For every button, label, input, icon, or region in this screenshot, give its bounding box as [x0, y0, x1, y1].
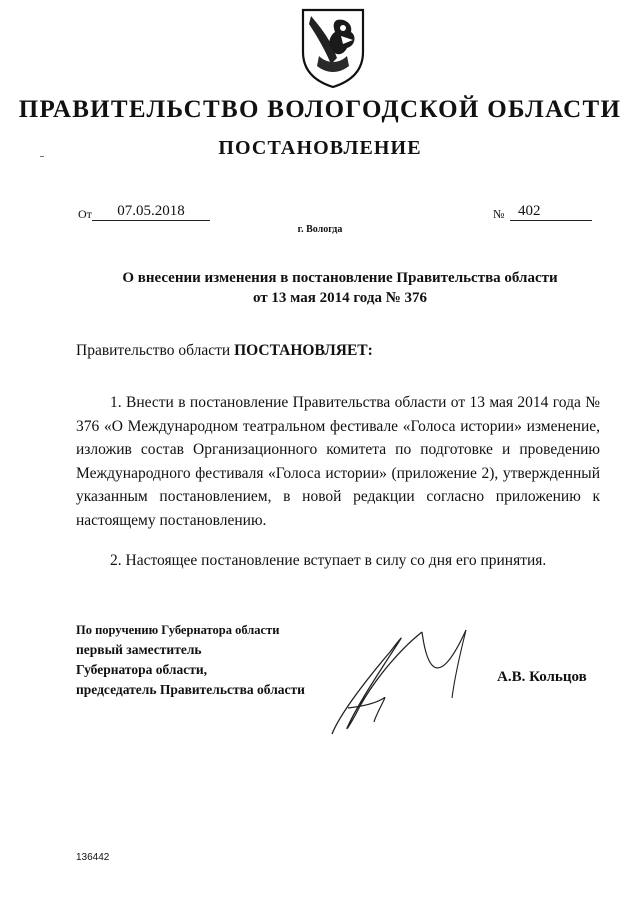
signer-name: А.В. Кольцов [497, 669, 587, 685]
subject-line-1: О внесении изменения в постановление Правительства области [122, 270, 558, 286]
paragraph-1: 1. Внести в постановление Правительства области от 13 мая 2014 года № 376 «О Международном театральном фестивале «Голоса истории» изменение, изложив состав Организационного комитета по подготовке и проведению Международного фестиваля «Голоса истории» (приложение 2), утвержденный указанным постановлением, в новой редакции согласно приложению к настоящему постановлению. [76, 394, 600, 529]
document-number-field [510, 203, 592, 221]
signatory-title-block [76, 620, 305, 700]
signatory-line-1: По поручению Губернатора области [76, 623, 280, 637]
document-date: 07.05.2018 [92, 203, 210, 221]
document-subject [80, 268, 600, 308]
paragraph-2: 2. Настоящее постановление вступает в силу со дня его принятия. [110, 552, 547, 569]
document-number: 402 [518, 203, 541, 219]
vologda-coat-of-arms-icon [297, 6, 369, 90]
city: г. Вологда [297, 224, 343, 235]
government-title: ПРАВИТЕЛЬСТВО ВОЛОГОДСКОЙ ОБЛАСТИ [18, 96, 622, 123]
document-code: 136442 [76, 852, 110, 863]
number-label: № [493, 207, 505, 221]
signatory-line-4: председатель Правительства области [76, 682, 305, 697]
subject-line-2: от 13 мая 2014 года № 376 [252, 290, 428, 306]
date-label: От [78, 207, 92, 221]
handwritten-signature [326, 622, 476, 742]
signatory-line-2: первый заместитель [76, 642, 202, 657]
scan-mark [40, 156, 44, 157]
preamble-text: Правительство области [76, 342, 235, 359]
signatory-line-3: Губернатора области, [76, 662, 207, 677]
preamble-decree: ПОСТАНОВЛЯЕТ: [234, 342, 373, 359]
document-type: ПОСТАНОВЛЕНИЕ [218, 137, 422, 159]
preamble [76, 342, 373, 360]
